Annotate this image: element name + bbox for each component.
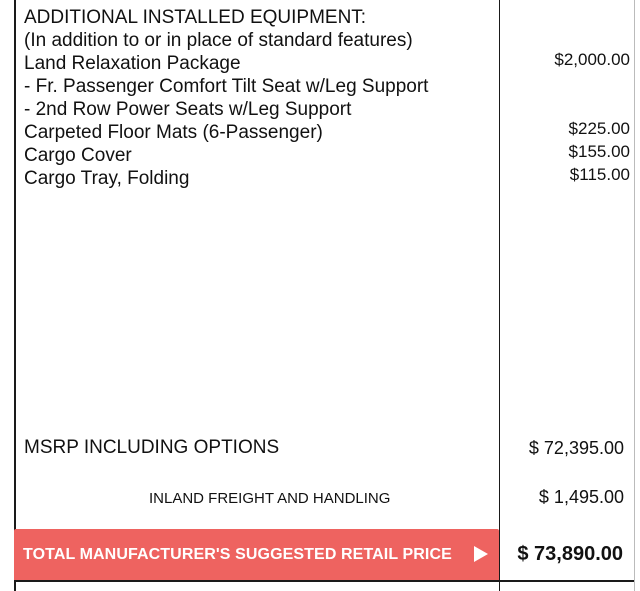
column-divider — [499, 0, 500, 591]
equipment-item-price: $155.00 — [568, 142, 630, 161]
freight-value: $ 1,495.00 — [538, 487, 624, 507]
equipment-item-price: $115.00 — [569, 165, 630, 184]
equipment-item-price: $2,000.00 — [554, 50, 630, 69]
bottom-rule — [14, 580, 634, 582]
left-border — [14, 0, 16, 591]
equipment-item: Carpeted Floor Mats (6-Passenger) — [24, 122, 323, 143]
freight-label: INLAND FREIGHT AND HANDLING — [149, 490, 391, 507]
total-price-value: $ 73,890.00 — [517, 543, 623, 565]
msrp-value: $ 72,395.00 — [528, 438, 624, 458]
equipment-item: Land Relaxation Package — [24, 53, 241, 74]
play-arrow-icon — [474, 546, 488, 562]
equipment-item: Cargo Tray, Folding — [24, 168, 190, 189]
equipment-heading: ADDITIONAL INSTALLED EQUIPMENT: — [24, 7, 367, 28]
equipment-item: - 2nd Row Power Seats w/Leg Support — [24, 99, 352, 120]
equipment-section — [24, 6, 494, 190]
total-price-banner — [14, 529, 499, 580]
total-price-label: TOTAL MANUFACTURER'S SUGGESTED RETAIL PRICE — [23, 546, 452, 563]
equipment-item: Cargo Cover — [24, 145, 132, 166]
equipment-item: - Fr. Passenger Comfort Tilt Seat w/Leg Support — [24, 76, 429, 97]
equipment-subheading: (In addition to or in place of standard features) — [24, 30, 413, 51]
right-border — [634, 0, 635, 591]
msrp-label: MSRP INCLUDING OPTIONS — [24, 437, 280, 458]
equipment-item-price: $225.00 — [568, 119, 630, 138]
